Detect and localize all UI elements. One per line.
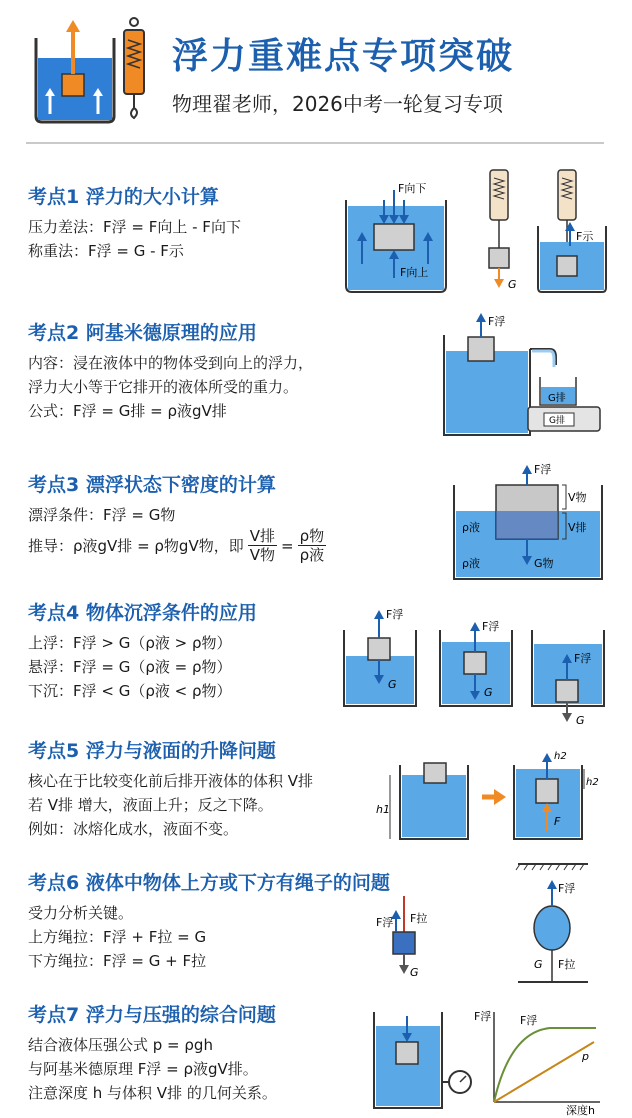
label-h2a: h2: [554, 751, 567, 762]
section-title: 考点3 漂浮状态下密度的计算: [28, 474, 276, 496]
page-subtitle: 物理翟老师，2026中考一轮复习专项: [172, 92, 503, 116]
section-1: [28, 182, 241, 263]
section-5: [28, 736, 313, 841]
label-rho-liq-2: ρ液: [462, 557, 480, 570]
section-line: 若 V排 增大，液面上升；反之下降。: [28, 796, 273, 814]
section-2: [28, 318, 313, 423]
label-f-down: F向下: [398, 182, 427, 195]
section-5-figure: [370, 745, 610, 845]
section-line: 注意深度 h 与体积 V排 的几何关系。: [28, 1084, 277, 1102]
label-g: G: [388, 678, 397, 691]
label-g-2: G: [534, 958, 543, 971]
label-f-up: F向上: [400, 266, 429, 279]
section-line: 下沉：F浮 < G（ρ液 < ρ物）: [28, 682, 232, 700]
derivation-text: 推导：ρ液gV排 = ρ物gV物，即: [28, 536, 244, 555]
page-title: 浮力重难点专项突破: [172, 36, 515, 77]
label-f-buoy-2: F浮: [482, 620, 500, 633]
section-line: 浮力大小等于它排开的液体所受的重力。: [28, 378, 299, 396]
label-g: G: [508, 278, 517, 291]
label-scale: G排: [549, 416, 565, 426]
label-g-obj: G物: [534, 557, 554, 570]
section-line: 例如：冰熔化成水，液面不变。: [28, 820, 239, 838]
section-1-figure: [340, 160, 610, 300]
label-h2b: h2: [586, 777, 599, 788]
label-y-axis: F浮: [474, 1010, 492, 1023]
section-4-figure: [340, 602, 610, 732]
section-title: 考点1 浮力的大小计算: [28, 186, 219, 208]
section-title: 考点5 浮力与液面的升降问题: [28, 740, 276, 762]
fraction-1-num: V排: [249, 527, 275, 545]
section-line: 漂浮条件：F浮 = G物: [28, 506, 176, 524]
section-title: 考点4 物体沉浮条件的应用: [28, 602, 257, 624]
section-7: [28, 1000, 277, 1105]
label-g-2: G: [484, 686, 493, 699]
section-title: 考点6 液体中物体上方或下方有绳子的问题: [28, 872, 390, 894]
section-line: 公式：F浮 = G排 = ρ液gV排: [28, 402, 227, 420]
section-line: 与阿基米德原理 F浮 = ρ液gV排。: [28, 1060, 258, 1078]
label-p: p: [582, 1050, 589, 1063]
section-line: 核心在于比较变化前后排开液体的体积 V排: [28, 772, 314, 790]
section-line: 结合液体压强公式 p = ρgh: [28, 1036, 213, 1054]
header-divider: [26, 142, 604, 144]
section-3: [28, 470, 326, 564]
label-g-disp: G排: [548, 393, 566, 404]
fraction-2: [298, 527, 327, 564]
section-title: 考点7 浮力与压强的综合问题: [28, 1004, 276, 1026]
label-f-buoy-3: F浮: [574, 652, 592, 665]
label-h1: h1: [376, 803, 390, 816]
section-3-figure: [450, 455, 610, 585]
label-f-pull: F拉: [410, 912, 428, 925]
section-line: 悬浮：F浮 = G（ρ液 = ρ物）: [28, 658, 232, 676]
section-7-figure: [370, 1002, 610, 1116]
label-f: F: [554, 815, 561, 828]
section-2-figure: [440, 305, 610, 445]
section-line: 下方绳拉：F浮 = G + F拉: [28, 952, 207, 970]
label-f-show: F示: [576, 230, 594, 243]
section-line-fraction: [28, 527, 326, 564]
label-f-buoy: F浮: [376, 916, 394, 929]
fraction-1-den: V物: [249, 546, 275, 564]
label-v-disp: V排: [568, 521, 587, 534]
fraction-eq: =: [280, 536, 294, 555]
label-f-pull-2: F拉: [558, 958, 576, 971]
label-f-buoy: F浮: [534, 463, 552, 476]
section-line: 称重法：F浮 = G - F示: [28, 242, 184, 260]
label-f-buoy: F浮: [488, 315, 506, 328]
section-title: 考点2 阿基米德原理的应用: [28, 322, 257, 344]
buoyancy-logo-icon: [28, 16, 158, 126]
label-v-obj: V物: [568, 491, 587, 504]
section-line: 上浮：F浮 > G（ρ液 > ρ物）: [28, 634, 232, 652]
label-g-3: G: [576, 714, 585, 727]
fraction-1: [248, 527, 277, 564]
section-line: 上方绳拉：F浮 + F拉 = G: [28, 928, 207, 946]
label-f-buoy: F浮: [386, 608, 404, 621]
section-6: [28, 868, 390, 973]
fraction-2-den: ρ液: [299, 546, 325, 564]
label-f-buoy-2: F浮: [558, 882, 576, 895]
label-curve: F浮: [520, 1014, 538, 1027]
fraction-2-num: ρ物: [299, 527, 325, 545]
section-line: 压力差法：F浮 = F向上 - F向下: [28, 218, 241, 236]
section-line: 受力分析关键。: [28, 904, 134, 922]
label-rho-liq: ρ液: [462, 521, 480, 534]
section-6-figure: [370, 858, 610, 988]
section-4: [28, 598, 257, 703]
label-g: G: [410, 966, 419, 979]
label-x-axis: 深度h: [566, 1104, 595, 1116]
section-line: 内容：浸在液体中的物体受到向上的浮力，: [28, 354, 314, 372]
